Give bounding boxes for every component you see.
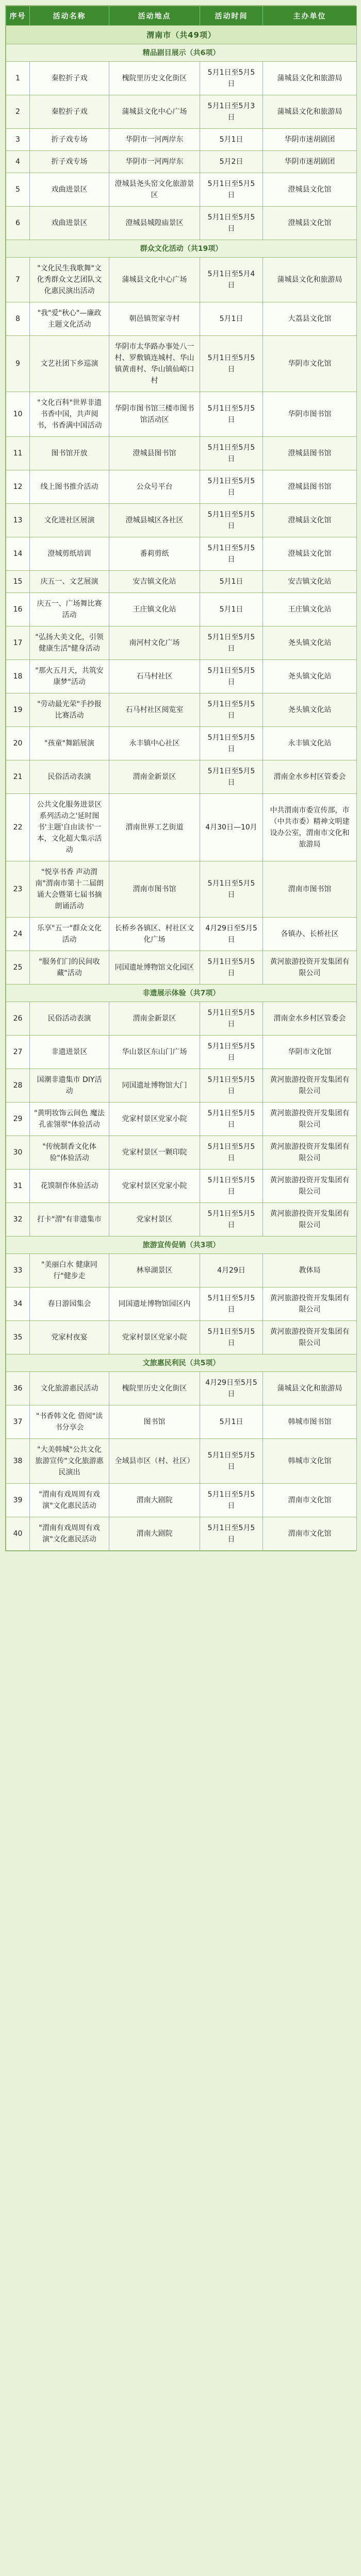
cell-organizer: 韩城市图书馆	[263, 1405, 357, 1439]
table-row	[6, 918, 357, 951]
cell-location: 渭南世界工艺街道	[109, 794, 200, 861]
cell-activity-name: 折子戏专场	[30, 129, 109, 151]
cell-organizer: 黄河旅游投资开发集团有限公司	[263, 1321, 357, 1354]
cell-location: 华阴市一河两岸东	[109, 129, 200, 151]
cell-no: 30	[6, 1136, 30, 1170]
table-row	[6, 660, 357, 693]
table-row	[6, 437, 357, 470]
cell-activity-name: "悦享书香 声动渭南"渭南市第十二届朗诵大会暨第七届书摘朗诵活动	[30, 861, 109, 918]
cell-activity-name: "书香韩文化 借阅"读书分享会	[30, 1405, 109, 1439]
table-row	[6, 1136, 357, 1170]
cell-activity-name: 文艺社团下乡巡演	[30, 336, 109, 392]
table-row	[6, 1069, 357, 1103]
cell-organizer: 澄城县图书馆	[263, 437, 357, 470]
cell-location: 澄城县城区各社区	[109, 504, 200, 537]
cell-location: 澄城县尧头窑文化旅游景区	[109, 173, 200, 207]
cell-no: 12	[6, 470, 30, 504]
cell-no: 38	[6, 1439, 30, 1484]
cell-time: 5月1日至5月5日	[200, 1103, 263, 1136]
category-row	[6, 240, 357, 258]
cell-organizer: 尧头镇文化站	[263, 693, 357, 727]
cell-activity-name: 线上图书推介活动	[30, 470, 109, 504]
table-row	[6, 173, 357, 207]
cell-no: 36	[6, 1372, 30, 1405]
cell-no: 37	[6, 1405, 30, 1439]
table-row	[6, 1321, 357, 1354]
cell-organizer: 黄河旅游投资开发集团有限公司	[263, 951, 357, 985]
cell-organizer: 王庄镇文化站	[263, 593, 357, 626]
cell-activity-name: 民俗活动表演	[30, 760, 109, 794]
region-row	[6, 26, 357, 44]
cell-no: 11	[6, 437, 30, 470]
cell-time: 5月1日至5月5日	[200, 62, 263, 95]
cell-time: 5月1日至5月5日	[200, 1002, 263, 1036]
category-row	[6, 1354, 357, 1372]
cell-time: 4月29日至5月5日	[200, 1372, 263, 1405]
cell-location: 图书馆	[109, 1405, 200, 1439]
cell-location: 同国遗址博物馆文化园区	[109, 951, 200, 985]
table-row	[6, 1372, 357, 1405]
activity-table	[6, 6, 357, 1551]
cell-activity-name: 澄城剪纸培训	[30, 537, 109, 571]
cell-time: 5月1日至5月5日	[200, 660, 263, 693]
cell-organizer: 蒲城县文化和旅游局	[263, 258, 357, 302]
cell-organizer: 渭南金水乡村区管委会	[263, 1002, 357, 1036]
cell-no: 16	[6, 593, 30, 626]
cell-location: 安吉镇文化站	[109, 571, 200, 593]
cell-time: 5月1日至5月5日	[200, 760, 263, 794]
cell-activity-name: 民俗活动表演	[30, 1002, 109, 1036]
cell-activity-name: "渭南有戏周周有戏演"文化惠民活动	[30, 1517, 109, 1551]
cell-no: 23	[6, 861, 30, 918]
cell-time: 5月1日至5月5日	[200, 470, 263, 504]
cell-activity-name: 戏曲进景区	[30, 173, 109, 207]
cell-location: 同国遗址博物馆大门	[109, 1069, 200, 1103]
cell-location: 党家村景区一颗印院	[109, 1136, 200, 1170]
cell-organizer: 蒲城县文化和旅游局	[263, 95, 357, 129]
cell-location: 渭南大剧院	[109, 1517, 200, 1551]
cell-location: 永丰镇中心社区	[109, 727, 200, 760]
cell-organizer: 安吉镇文化站	[263, 571, 357, 593]
cell-activity-name: 戏曲进景区	[30, 207, 109, 240]
cell-organizer: 黄河旅游投资开发集团有限公司	[263, 1203, 357, 1236]
table-row	[6, 1254, 357, 1287]
cell-activity-name: 文化旅游惠民活动	[30, 1372, 109, 1405]
cell-organizer: 中共渭南市委宣传部，市（中共市委）精神文明建设办公室，渭南市文化和旅游局	[263, 794, 357, 861]
cell-organizer: 澄城县文化馆	[263, 173, 357, 207]
cell-no: 40	[6, 1517, 30, 1551]
cell-no: 17	[6, 626, 30, 660]
cell-time: 5月1日至5月5日	[200, 1484, 263, 1517]
table-row	[6, 1405, 357, 1439]
cell-activity-name: "文化百科"世界非遗书香中国，共声阅书，书香满中国活动	[30, 392, 109, 437]
table-row	[6, 626, 357, 660]
cell-organizer: 渭南市文化馆	[263, 1517, 357, 1551]
header-organizer: 主办单位	[263, 6, 357, 26]
table-row	[6, 258, 357, 302]
cell-organizer: 澄城县图书馆	[263, 470, 357, 504]
cell-location: 南河村文化广场	[109, 626, 200, 660]
table-row	[6, 1287, 357, 1321]
cell-no: 33	[6, 1254, 30, 1287]
table-row	[6, 693, 357, 727]
cell-activity-name: 文化进社区展演	[30, 504, 109, 537]
table-row	[6, 760, 357, 794]
cell-activity-name: 公共文化服务进景区系列活动之'延时图书'主题'自由读书'一本，文化超大集示活动	[30, 794, 109, 861]
cell-no: 39	[6, 1484, 30, 1517]
table-row	[6, 129, 357, 151]
cell-organizer: 蒲城县文化和旅游局	[263, 62, 357, 95]
cell-location: 槐院里历史文化街区	[109, 1372, 200, 1405]
cell-location: 王庄镇文化站	[109, 593, 200, 626]
cell-location: 番莉剪纸	[109, 537, 200, 571]
cell-time: 5月1日至5月5日	[200, 1036, 263, 1069]
cell-no: 20	[6, 727, 30, 760]
cell-activity-name: "美丽白水 健康同行"健步走	[30, 1254, 109, 1287]
table-row	[6, 1103, 357, 1136]
cell-location: 长桥乡各镇区、村社区文化广场	[109, 918, 200, 951]
cell-organizer: 黄河旅游投资开发集团有限公司	[263, 1103, 357, 1136]
cell-organizer: 尧头镇文化站	[263, 660, 357, 693]
cell-activity-name: "劳动最光荣"手抄报比赛活动	[30, 693, 109, 727]
cell-location: 石马村社区阅览室	[109, 693, 200, 727]
header-no: 序号	[6, 6, 30, 26]
cell-organizer: 华阴市图书馆	[263, 392, 357, 437]
cell-activity-name: "服务们门的民间收藏"活动	[30, 951, 109, 985]
cell-time: 5月1日至5月5日	[200, 1439, 263, 1484]
cell-activity-name: 秦腔折子戏	[30, 95, 109, 129]
category-title: 群众文化活动（共19项）	[6, 240, 357, 258]
cell-organizer: 蒲城县文化和旅游局	[263, 1372, 357, 1405]
cell-time: 5月1日至5月5日	[200, 207, 263, 240]
cell-no: 18	[6, 660, 30, 693]
header-name: 活动名称	[30, 6, 109, 26]
table-row	[6, 95, 357, 129]
cell-activity-name: 党家村夜宴	[30, 1321, 109, 1354]
cell-activity-name: "那火五月天，共筑安康梦"活动	[30, 660, 109, 693]
table-row	[6, 571, 357, 593]
category-row	[6, 985, 357, 1002]
header-location: 活动地点	[109, 6, 200, 26]
cell-no: 4	[6, 151, 30, 173]
cell-location: 党家村景区	[109, 1203, 200, 1236]
cell-organizer: 韩城市文化馆	[263, 1439, 357, 1484]
category-title: 旅游宣传促销（共3项）	[6, 1236, 357, 1254]
cell-activity-name: 秦腔折子戏	[30, 62, 109, 95]
cell-time: 5月1日	[200, 1405, 263, 1439]
category-title: 文旅惠民利民（共5项）	[6, 1354, 357, 1372]
cell-no: 35	[6, 1321, 30, 1354]
cell-location: 渭南市图书馆	[109, 861, 200, 918]
cell-activity-name: 国潮非遗集市 DIY活动	[30, 1069, 109, 1103]
cell-activity-name: "文化民生我歌舞"文化秀群众文艺团队文化惠民演出活动	[30, 258, 109, 302]
cell-organizer: 华阴市文化馆	[263, 1036, 357, 1069]
cell-time: 5月1日至5月3日	[200, 95, 263, 129]
cell-organizer: 华阴市文化馆	[263, 336, 357, 392]
cell-organizer: 渭南市文化馆	[263, 1484, 357, 1517]
cell-activity-name: 折子戏专场	[30, 151, 109, 173]
cell-location: 石马村社区	[109, 660, 200, 693]
cell-no: 3	[6, 129, 30, 151]
table-row	[6, 470, 357, 504]
category-row	[6, 44, 357, 62]
table-row	[6, 861, 357, 918]
cell-location: 党家村景区党家小院	[109, 1170, 200, 1203]
table-row	[6, 302, 357, 336]
cell-no: 26	[6, 1002, 30, 1036]
header-time: 活动时间	[200, 6, 263, 26]
cell-time: 5月1日	[200, 302, 263, 336]
cell-no: 14	[6, 537, 30, 571]
cell-time: 4月29日至5月5日	[200, 918, 263, 951]
table-body	[6, 26, 357, 1551]
cell-activity-name: 花馍制作体验活动	[30, 1170, 109, 1203]
cell-location: 党家村景区党家小院	[109, 1103, 200, 1136]
cell-no: 15	[6, 571, 30, 593]
cell-location: 蒲城县文化中心广场	[109, 95, 200, 129]
cell-no: 34	[6, 1287, 30, 1321]
cell-location: 槐院里历史文化街区	[109, 62, 200, 95]
cell-location: 澄城县图书馆	[109, 437, 200, 470]
cell-organizer: 澄城县文化馆	[263, 537, 357, 571]
cell-time: 5月1日至5月5日	[200, 951, 263, 985]
cell-no: 1	[6, 62, 30, 95]
cell-location: 同国遗址博物馆园区内	[109, 1287, 200, 1321]
cell-no: 8	[6, 302, 30, 336]
region-title: 渭南市（共49项）	[6, 26, 357, 44]
cell-location: 华阴市太华路办事处八一村、罗敷镇连城村、华山镇黄甫村、华山镇仙峪口村	[109, 336, 200, 392]
cell-location: 公众号平台	[109, 470, 200, 504]
cell-time: 5月1日至5月5日	[200, 1203, 263, 1236]
cell-no: 31	[6, 1170, 30, 1203]
cell-time: 5月1日至5月5日	[200, 727, 263, 760]
cell-time: 5月1日至5月5日	[200, 1069, 263, 1103]
table-header	[6, 6, 357, 26]
cell-time: 5月1日至5月5日	[200, 336, 263, 392]
cell-time: 4月30日—10月	[200, 794, 263, 861]
table-row	[6, 1203, 357, 1236]
cell-time: 5月1日至5月5日	[200, 173, 263, 207]
cell-organizer: 教体局	[263, 1254, 357, 1287]
cell-activity-name: "孩童"舞蹈展演	[30, 727, 109, 760]
table-row	[6, 537, 357, 571]
cell-location: 林皋湖景区	[109, 1254, 200, 1287]
cell-organizer: 黄河旅游投资开发集团有限公司	[263, 1170, 357, 1203]
cell-no: 21	[6, 760, 30, 794]
cell-activity-name: 春日游园集会	[30, 1287, 109, 1321]
cell-no: 29	[6, 1103, 30, 1136]
cell-location: 华山景区东山门广场	[109, 1036, 200, 1069]
cell-no: 7	[6, 258, 30, 302]
cell-no: 24	[6, 918, 30, 951]
cell-location: 渭南大剧院	[109, 1484, 200, 1517]
cell-activity-name: "弘扬大美文化，引领健康生活"健身活动	[30, 626, 109, 660]
cell-time: 5月1日至5月5日	[200, 392, 263, 437]
cell-organizer: 澄城县文化馆	[263, 504, 357, 537]
cell-organizer: 大荔县文化馆	[263, 302, 357, 336]
cell-time: 5月1日	[200, 129, 263, 151]
cell-activity-name: 非遗进景区	[30, 1036, 109, 1069]
cell-activity-name: "大美韩城"公共文化旅游宣传"文化旅游惠民演出	[30, 1439, 109, 1484]
cell-organizer: 尧头镇文化站	[263, 626, 357, 660]
cell-no: 25	[6, 951, 30, 985]
cell-location: 党家村景区党家小院	[109, 1321, 200, 1354]
cell-organizer: 澄城县文化馆	[263, 207, 357, 240]
cell-no: 32	[6, 1203, 30, 1236]
cell-time: 5月1日至5月5日	[200, 1517, 263, 1551]
cell-activity-name: "渭南有戏周周有戏演"文化惠民活动	[30, 1484, 109, 1517]
cell-organizer: 各镇办、长桥社区	[263, 918, 357, 951]
cell-organizer: 黄河旅游投资开发集团有限公司	[263, 1136, 357, 1170]
activity-schedule-sheet	[5, 5, 356, 1551]
cell-location: 华阴市图书馆三楼市图书馆活动区	[109, 392, 200, 437]
cell-location: 渭南金新景区	[109, 760, 200, 794]
cell-no: 9	[6, 336, 30, 392]
cell-time: 4月29日	[200, 1254, 263, 1287]
table-row	[6, 1036, 357, 1069]
cell-activity-name: "传统制香文化体验"体验活动	[30, 1136, 109, 1170]
table-row	[6, 794, 357, 861]
cell-no: 27	[6, 1036, 30, 1069]
cell-no: 22	[6, 794, 30, 861]
cell-activity-name: 庆五一、文艺展演	[30, 571, 109, 593]
cell-location: 蒲城县文化中心广场	[109, 258, 200, 302]
cell-time: 5月1日至5月5日	[200, 693, 263, 727]
cell-time: 5月1日至5月5日	[200, 1170, 263, 1203]
cell-no: 2	[6, 95, 30, 129]
cell-organizer: 永丰镇文化站	[263, 727, 357, 760]
cell-no: 13	[6, 504, 30, 537]
table-row	[6, 207, 357, 240]
cell-no: 5	[6, 173, 30, 207]
table-row	[6, 1517, 357, 1551]
cell-location: 渭南金新景区	[109, 1002, 200, 1036]
category-title: 精品剧目展示（共6项）	[6, 44, 357, 62]
cell-activity-name: "黄明妆饰云间色 魔法孔雀翎翠"体验活动	[30, 1103, 109, 1136]
table-row	[6, 951, 357, 985]
cell-time: 5月1日	[200, 593, 263, 626]
cell-location: 华阴市一河两岸东	[109, 151, 200, 173]
cell-time: 5月1日至5月5日	[200, 537, 263, 571]
table-row	[6, 62, 357, 95]
cell-activity-name: 乐享"五一"群众文化活动	[30, 918, 109, 951]
cell-organizer: 黄河旅游投资开发集团有限公司	[263, 1069, 357, 1103]
cell-organizer: 华阴市迷胡剧团	[263, 129, 357, 151]
cell-location: 朝邑镇贺家寺村	[109, 302, 200, 336]
cell-no: 28	[6, 1069, 30, 1103]
table-row	[6, 336, 357, 392]
cell-time: 5月1日至5月5日	[200, 861, 263, 918]
cell-no: 10	[6, 392, 30, 437]
cell-time: 5月1日至5月5日	[200, 504, 263, 537]
cell-time: 5月1日至5月5日	[200, 1136, 263, 1170]
table-row	[6, 392, 357, 437]
cell-time: 5月1日	[200, 571, 263, 593]
category-row	[6, 1236, 357, 1254]
cell-time: 5月1日至5月5日	[200, 626, 263, 660]
cell-activity-name: 图书馆开放	[30, 437, 109, 470]
cell-time: 5月1日至5月5日	[200, 1321, 263, 1354]
cell-time: 5月2日	[200, 151, 263, 173]
cell-time: 5月1日至5月5日	[200, 1287, 263, 1321]
table-row	[6, 727, 357, 760]
cell-organizer: 渭南金水乡村区管委会	[263, 760, 357, 794]
cell-location: 全域县市区（村、社区）	[109, 1439, 200, 1484]
cell-organizer: 渭南市图书馆	[263, 861, 357, 918]
cell-activity-name: 打卡"渭"有非遗集市	[30, 1203, 109, 1236]
table-row	[6, 1170, 357, 1203]
cell-time: 5月1日至5月5日	[200, 437, 263, 470]
cell-organizer: 黄河旅游投资开发集团有限公司	[263, 1287, 357, 1321]
category-title: 非遗展示体验（共7项）	[6, 985, 357, 1002]
table-row	[6, 504, 357, 537]
cell-time: 5月1日至5月4日	[200, 258, 263, 302]
table-row	[6, 1002, 357, 1036]
cell-activity-name: "我"爱"秋心"—廉政主题文化活动	[30, 302, 109, 336]
table-row	[6, 1484, 357, 1517]
table-row	[6, 1439, 357, 1484]
table-row	[6, 151, 357, 173]
cell-no: 19	[6, 693, 30, 727]
cell-activity-name: 庆五一、广场舞比赛活动	[30, 593, 109, 626]
cell-no: 6	[6, 207, 30, 240]
cell-location: 澄城县城隍庙景区	[109, 207, 200, 240]
cell-organizer: 华阴市迷胡剧团	[263, 151, 357, 173]
table-row	[6, 593, 357, 626]
